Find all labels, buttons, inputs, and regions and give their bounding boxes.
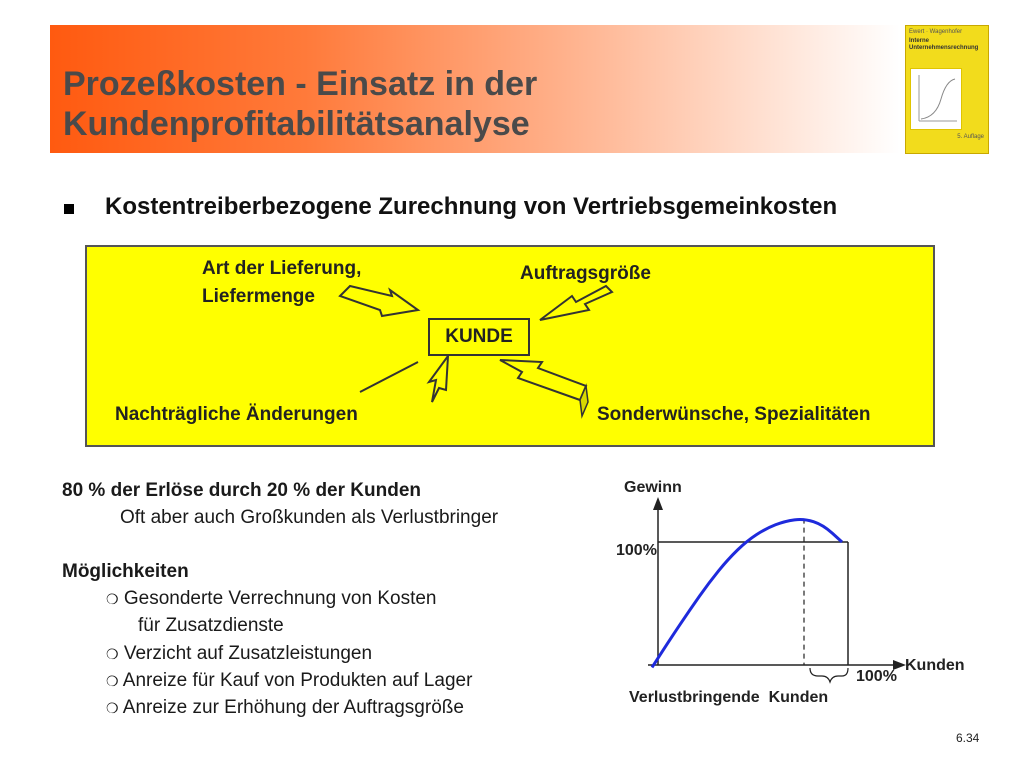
driver-delivery-line1: Art der Lieferung, xyxy=(202,258,362,279)
options-heading: Möglichkeiten xyxy=(62,561,189,582)
brace-icon xyxy=(810,668,848,682)
section-heading: Kostentreiberbezogene Zurechnung von Vertriebsgemeinkosten xyxy=(105,193,838,220)
pareto-statement: 80 % der Erlöse durch 20 % der Kunden xyxy=(62,480,421,501)
book-authors: Ewert · Wagenhofer xyxy=(909,29,963,35)
y-axis-label: Gewinn xyxy=(624,479,682,496)
y-axis-arrowhead xyxy=(653,497,663,510)
x-axis-label: Kunden xyxy=(905,657,965,674)
driver-special: Sonderwünsche, Spezialitäten xyxy=(597,404,871,425)
driver-changes: Nachträgliche Änderungen xyxy=(115,404,358,425)
pareto-note: Oft aber auch Großkunden als Verlustbringer xyxy=(120,507,499,528)
option-4-text: Anreize zur Erhöhung der Auftragsgröße xyxy=(122,697,464,718)
option-2-text: Verzicht auf Zusatzleistungen xyxy=(123,643,373,664)
driver-delivery-line2: Liefermenge xyxy=(202,286,315,307)
x-marker-label: 100% xyxy=(856,668,897,685)
page-number: 6.34 xyxy=(956,731,980,745)
driver-order-size: Auftragsgröße xyxy=(520,263,651,284)
circle-bullet-icon: ❍ xyxy=(106,673,119,689)
option-1-continuation: für Zusatzdienste xyxy=(138,615,284,636)
book-title: Interne Unternehmensrechnung xyxy=(909,38,979,51)
y-marker-label: 100% xyxy=(616,542,657,559)
circle-bullet-icon: ❍ xyxy=(106,646,119,662)
book-edition: 5. Auflage xyxy=(957,134,984,140)
brace-label: Verlustbringende Kunden xyxy=(629,689,829,706)
option-3-text: Anreize für Kauf von Produkten auf Lager xyxy=(122,670,473,691)
option-1-text: Gesonderte Verrechnung von Kosten xyxy=(123,588,437,609)
circle-bullet-icon: ❍ xyxy=(106,591,119,607)
title-line-1: Prozeßkosten - Einsatz in der xyxy=(63,65,538,103)
circle-bullet-icon: ❍ xyxy=(106,700,119,716)
customer-box: KUNDE xyxy=(428,318,530,356)
title-line-2: Kundenprofitabilitätsanalyse xyxy=(63,105,530,143)
